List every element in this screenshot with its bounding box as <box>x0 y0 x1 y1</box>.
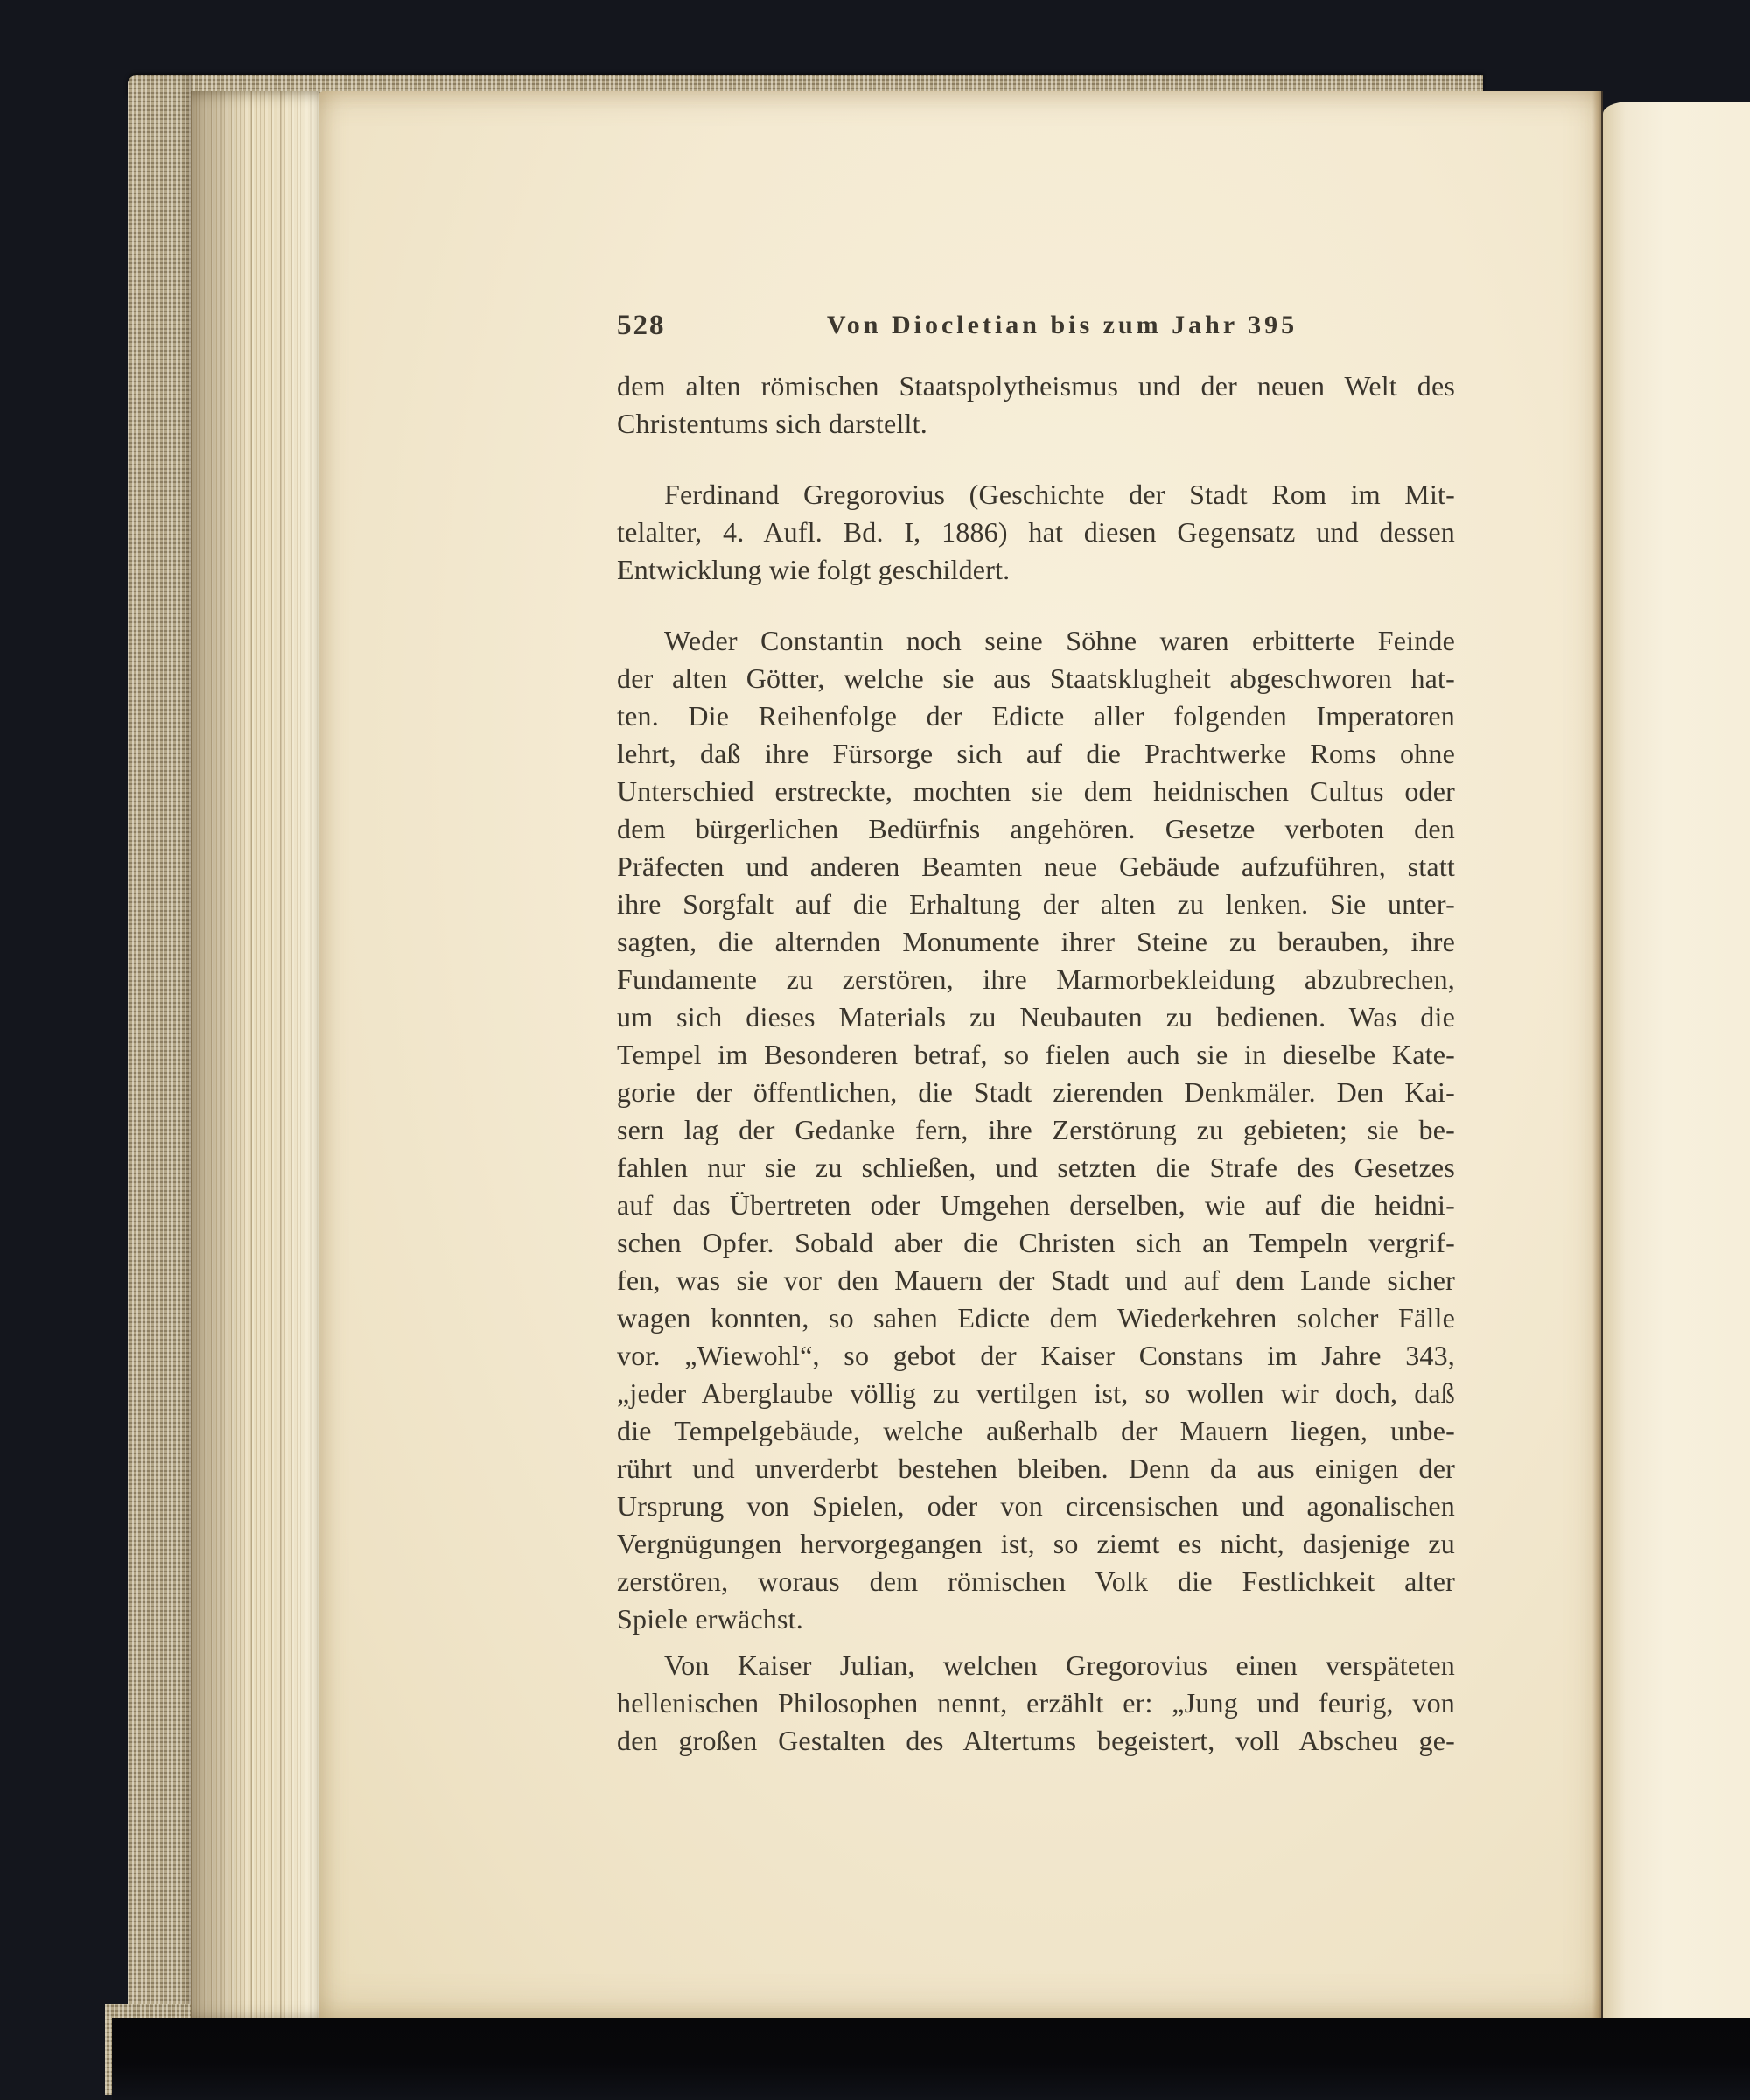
paragraph <box>617 622 1455 1638</box>
text-line: die Tempelgebäude, welche außerhalb der Mauern liegen, unbe- <box>617 1415 1455 1446</box>
book-bottom-shadow <box>112 2018 1750 2100</box>
text-line: lehrt, daß ihre Fürsorge sich auf die Prachtwerke Roms ohne <box>617 738 1455 769</box>
text-line: Entwicklung wie folgt geschildert. <box>617 554 1011 585</box>
text-line: gorie der öffentlichen, die Stadt zierenden Denkmäler. Den Kai- <box>617 1076 1455 1108</box>
text-line: Unterschied erstreckte, mochten sie dem heidnischen Cultus oder <box>617 775 1455 807</box>
text-line: ten. Die Reihenfolge der Edicte aller folgenden Imperatoren <box>617 700 1455 732</box>
book-cover-left-edge <box>128 75 192 2058</box>
paragraph <box>617 368 1455 443</box>
page-body <box>617 368 1455 1760</box>
text-line: Präfecten und anderen Beamten neue Gebäude aufzuführen, statt <box>617 850 1455 882</box>
text-line: der alten Götter, welche sie aus Staatsklugheit abgeschworen hat- <box>617 662 1455 694</box>
text-line: Tempel im Besonderen betraf, so fielen auch sie in dieselbe Kate- <box>617 1039 1455 1070</box>
paragraph <box>617 476 1455 589</box>
running-header: Von Diocletian bis zum Jahr 395 <box>826 311 1298 340</box>
text-line: um sich dieses Materials zu Neubauten zu bedienen. Was die <box>617 1001 1455 1032</box>
text-line: Fundamente zu zerstören, ihre Marmorbekleidung abzubrechen, <box>617 963 1455 995</box>
gutter-shadow <box>1592 91 1603 2023</box>
open-page <box>318 91 1601 2020</box>
text-line: sagten, die alternden Monumente ihrer Steine zu berauben, ihre <box>617 926 1455 957</box>
text-line: Christentums sich darstellt. <box>617 408 928 439</box>
text-line: schen Opfer. Sobald aber die Christen sich an Tempeln vergrif- <box>617 1227 1455 1258</box>
text-line: auf das Übertreten oder Umgehen derselben, wie auf die heidni- <box>617 1189 1455 1221</box>
text-line: telalter, 4. Aufl. Bd. I, 1886) hat diesen Gegensatz und dessen <box>617 516 1455 548</box>
text-line: Ursprung von Spielen, oder von circensischen und agonalischen <box>617 1490 1455 1522</box>
page-header <box>617 310 1455 348</box>
paragraph <box>617 1647 1455 1760</box>
text-line: wagen konnten, so sahen Edicte dem Wiederkehren solcher Fälle <box>617 1302 1455 1334</box>
text-line: dem bürgerlichen Bedürfnis angehören. Gesetze verboten den <box>617 813 1455 844</box>
text-line: zerstören, woraus dem römischen Volk die Festlichkeit alter <box>617 1565 1455 1597</box>
text-line: hellenischen Philosophen nennt, erzählt er: „Jung und feurig, von <box>617 1687 1455 1718</box>
text-line: ihre Sorgfalt auf die Erhaltung der alten zu lenken. Sie unter- <box>617 888 1455 920</box>
text-line: dem alten römischen Staatspolytheismus und der neuen Welt des <box>617 370 1455 402</box>
facing-page-sliver <box>1603 102 1750 2021</box>
text-line: Weder Constantin noch seine Söhne waren erbitterte Feinde <box>664 625 1455 656</box>
text-line: Vergnügungen hervorgegangen ist, so ziemt es nicht, dasjenige zu <box>617 1528 1455 1559</box>
text-line: Spiele erwächst. <box>617 1603 803 1634</box>
text-line: rührt und unverderbt bestehen bleiben. Denn da aus einigen der <box>617 1452 1455 1484</box>
text-line: fen, was sie vor den Mauern der Stadt und auf dem Lande sicher <box>617 1264 1455 1296</box>
text-line: Von Kaiser Julian, welchen Gregorovius einen verspäteten <box>664 1649 1455 1681</box>
text-line: vor. „Wiewohl“, so gebot der Kaiser Constans im Jahre 343, <box>617 1340 1455 1371</box>
text-line: Ferdinand Gregorovius (Geschichte der Stadt Rom im Mit- <box>664 479 1455 510</box>
page-edge-stack <box>191 91 318 2023</box>
text-line: fahlen nur sie zu schließen, und setzten die Strafe des Gesetzes <box>617 1152 1455 1183</box>
text-line: sern lag der Gedanke fern, ihre Zerstörung zu gebieten; sie be- <box>617 1114 1455 1145</box>
page-number: 528 <box>617 310 666 341</box>
text-line: den großen Gestalten des Altertums begeistert, voll Abscheu ge- <box>617 1725 1455 1756</box>
text-line: „jeder Aberglaube völlig zu vertilgen ist, so wollen wir doch, daß <box>617 1377 1455 1409</box>
